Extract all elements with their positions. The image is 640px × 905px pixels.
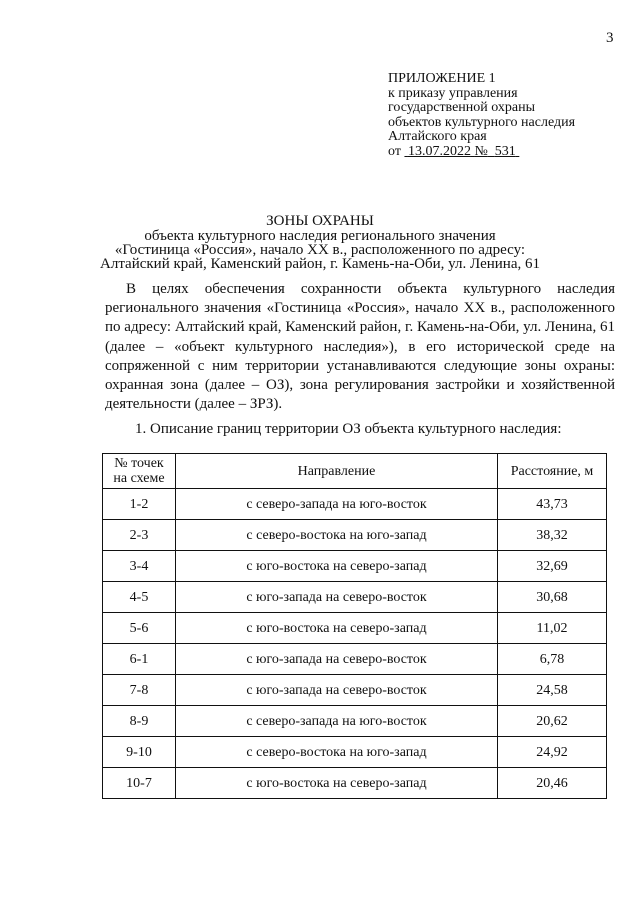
appendix-line: объектов культурного наследия <box>388 114 576 130</box>
cell-direction: с юго-запада на северо-восток <box>176 582 498 613</box>
appendix-line: Алтайского края <box>388 129 487 144</box>
heading-line: объекта культурного наследия регионального значения <box>144 228 496 244</box>
page-number: 3 <box>606 30 614 46</box>
cell-points: 4-5 <box>103 582 176 613</box>
appendix-block <box>388 72 628 159</box>
table-row <box>103 768 607 799</box>
cell-distance: 43,73 <box>498 489 607 520</box>
table-row <box>103 644 607 675</box>
cell-distance: 20,46 <box>498 768 607 799</box>
table-row <box>103 489 607 520</box>
appendix-line: государственной охраны <box>388 100 536 115</box>
cell-direction: с юго-востока на северо-запад <box>176 768 498 799</box>
cell-points: 2-3 <box>103 520 176 551</box>
cell-points: 6-1 <box>103 644 176 675</box>
table-header-row <box>103 454 607 489</box>
cell-distance: 20,62 <box>498 706 607 737</box>
table-row <box>103 582 607 613</box>
table-row <box>103 551 607 582</box>
appendix-date-line <box>388 145 628 160</box>
section-title: 1. Описание границ территории ОЗ объекта культурного наследия: <box>135 421 562 437</box>
table-row <box>103 706 607 737</box>
paragraph-line: В целях обеспечения сохранности объекта культурного наследия <box>126 281 615 297</box>
appendix-title: ПРИЛОЖЕНИЕ 1 <box>388 71 496 86</box>
paragraph-line: охранная зона (далее – ОЗ), зона регулирования застройки и хозяйственной <box>105 377 615 394</box>
heading-line: Алтайский край, Каменский район, г. Камень-на-Оби, ул. Ленина, 61 <box>100 256 540 272</box>
cell-direction: с юго-запада на северо-восток <box>176 675 498 706</box>
document-heading <box>0 214 640 271</box>
header-distance: Расстояние, м <box>498 454 607 489</box>
cell-distance: 11,02 <box>498 613 607 644</box>
cell-distance: 6,78 <box>498 644 607 675</box>
cell-points: 10-7 <box>103 768 176 799</box>
cell-points: 3-4 <box>103 551 176 582</box>
paragraph-line: сопряженной с ним территории устанавливаются следующие зоны охраны: <box>105 357 615 374</box>
table-row <box>103 675 607 706</box>
cell-direction: с северо-востока на юго-запад <box>176 520 498 551</box>
header-direction: Направление <box>176 454 498 489</box>
cell-distance: 32,69 <box>498 551 607 582</box>
table-row <box>103 737 607 768</box>
cell-points: 5-6 <box>103 613 176 644</box>
cell-points: 1-2 <box>103 489 176 520</box>
date-prefix: от <box>388 143 401 159</box>
order-date: 13.07.2022 <box>407 143 471 159</box>
cell-distance: 30,68 <box>498 582 607 613</box>
cell-direction: с северо-запада на юго-восток <box>176 706 498 737</box>
cell-points: 9-10 <box>103 737 176 768</box>
cell-points: 8-9 <box>103 706 176 737</box>
cell-direction: с юго-востока на северо-запад <box>176 551 498 582</box>
appendix-line: к приказу управления <box>388 85 518 101</box>
cell-direction: с северо-востока на юго-запад <box>176 737 498 768</box>
header-points: № точек на схеме <box>103 454 176 489</box>
cell-direction: с юго-востока на северо-запад <box>176 613 498 644</box>
table-row <box>103 613 607 644</box>
intro-paragraph <box>105 280 615 414</box>
paragraph-line: регионального значения «Гостиница «Россия», начало XX в., расположенного <box>105 300 615 317</box>
paragraph-line: (далее – «объект культурного наследия»), в его исторической среде на <box>105 338 615 355</box>
table-row <box>103 520 607 551</box>
cell-direction: с северо-запада на юго-восток <box>176 489 498 520</box>
cell-direction: с юго-запада на северо-восток <box>176 644 498 675</box>
cell-distance: 38,32 <box>498 520 607 551</box>
cell-distance: 24,58 <box>498 675 607 706</box>
order-number: № 531 <box>474 143 516 159</box>
paragraph-line: по адресу: Алтайский край, Каменский район, г. Камень-на-Оби, ул. Ленина, 61 <box>105 319 615 336</box>
paragraph-line: деятельности (далее – ЗРЗ). <box>105 396 283 413</box>
heading-line: «Гостиница «Россия», начало XX в., расположенного по адресу: <box>114 242 526 258</box>
heading-title: ЗОНЫ ОХРАНЫ <box>266 213 374 229</box>
boundary-table <box>102 453 607 799</box>
cell-points: 7-8 <box>103 675 176 706</box>
cell-distance: 24,92 <box>498 737 607 768</box>
